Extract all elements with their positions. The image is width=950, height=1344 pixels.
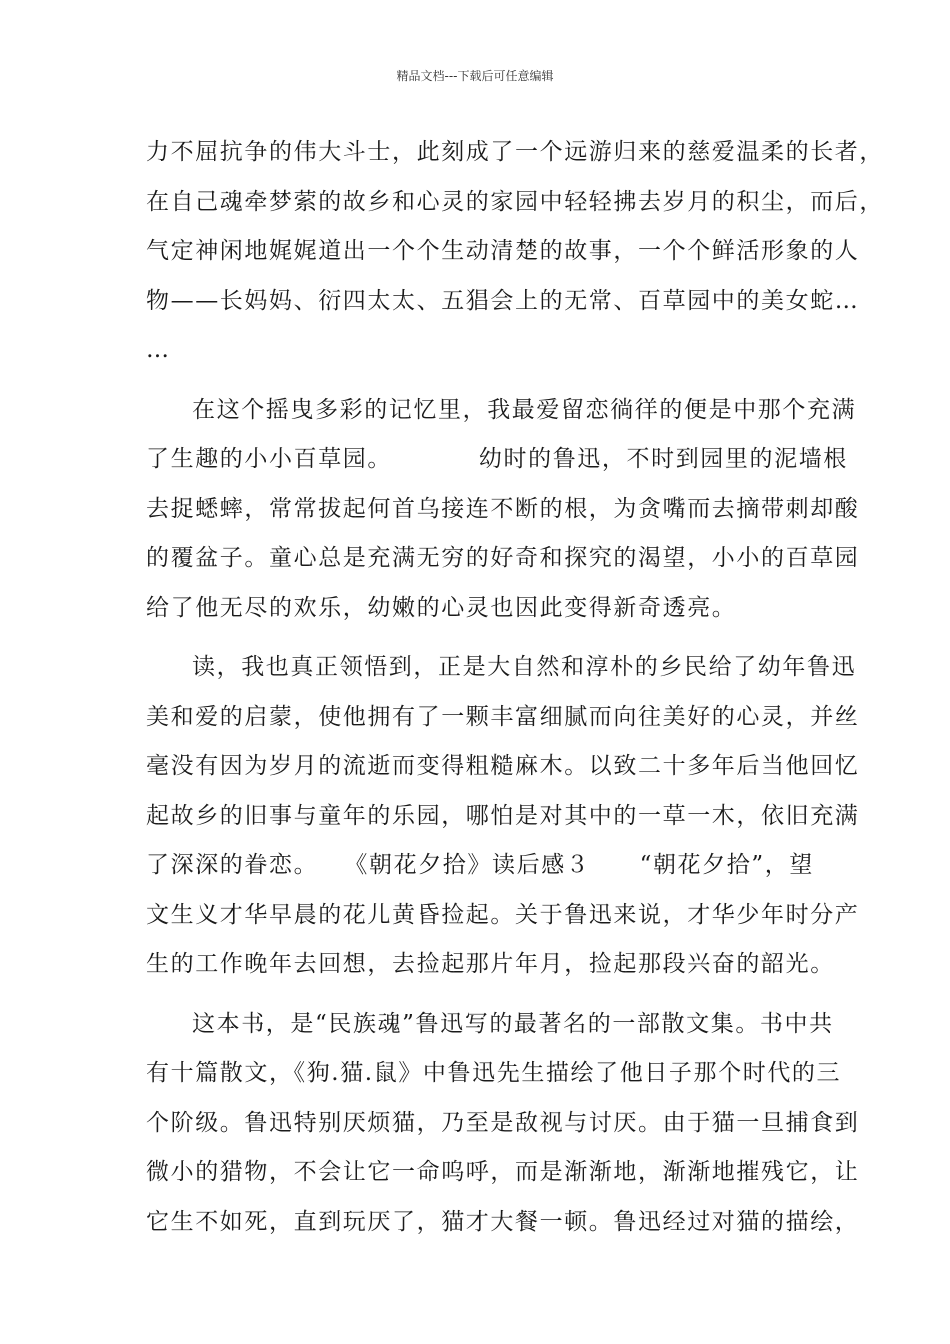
text-line: 个阶级。鲁迅特别厌烦猫，乃至是敌视与讨厌。由于猫一旦捕食到 (146, 1109, 860, 1136)
text-line: … (146, 337, 171, 363)
paragraph-3 (146, 643, 860, 990)
text-line: 给了他无尽的欢乐，幼嫩的心灵也因此变得新奇透亮。 (146, 594, 737, 621)
text-line: 的覆盆子。童心总是充满无穷的好奇和探究的渴望，小小的百草园 (146, 545, 860, 571)
text-line: 在这个摇曳多彩的记忆里，我最爱留恋徜徉的便是中那个充满 (192, 396, 857, 423)
paragraph-2 (146, 386, 860, 634)
text-line: 力不屈抗争的伟大斗士，此刻成了一个远游归来的慈爱温柔的长者， (146, 139, 884, 165)
text-line: 去捉蟋蟀，常常拔起何首乌接连不断的根，为贪嘴而去摘带刺却酸 (146, 495, 860, 522)
document-body (146, 128, 884, 1247)
text-line: 了生趣的小小百草园。 幼时的鲁迅，不时到园里的泥墙根 (146, 446, 848, 472)
text-line: 物——长妈妈、衍四太太、五猖会上的无常、百草园中的美女蛇… (146, 287, 860, 314)
page-header: 精品文档---下载后可任意编辑 (396, 69, 554, 83)
text-line: 微小的猎物，不会让它一命呜呼，而是渐渐地，渐渐地摧残它，让 (146, 1159, 860, 1185)
text-line: 起故乡的旧事与童年的乐园，哪怕是对其中的一草一木，依旧充满 (146, 802, 860, 829)
paragraph-4 (146, 1000, 860, 1248)
text-line: 毫没有因为岁月的流逝而变得粗糙麻木。以致二十多年后当他回忆 (146, 753, 860, 779)
text-line: 在自己魂牵梦萦的故乡和心灵的家园中轻轻拂去岁月的积尘，而后， (146, 188, 884, 215)
text-line: 文生义才华早晨的花儿黄昏捡起。关于鲁迅来说，才华少年时分产 (146, 901, 860, 928)
text-line: 生的工作晚年去回想，去捡起那片年月，捡起那段兴奋的韶光。 (146, 951, 835, 977)
paragraph-1 (146, 128, 884, 376)
text-line: 这本书，是“民族魂”鲁迅写的最著名的一部散文集。书中共 (192, 1010, 834, 1037)
text-line: 气定神闲地娓娓道出一个个生动清楚的故事，一个个鲜活形象的人 (146, 238, 860, 264)
text-line: 美和爱的启蒙，使他拥有了一颗丰富细腻而向往美好的心灵，并丝 (146, 703, 860, 730)
text-line: 它生不如死，直到玩厌了，猫才大餐一顿。鲁迅经过对猫的描绘， (146, 1208, 860, 1235)
text-line: 有十篇散文，《狗.猫.鼠》中鲁迅先生描绘了他日子那个时代的三 (146, 1060, 842, 1086)
text-line: 读，我也真正领悟到，正是大自然和淳朴的乡民给了幼年鲁迅 (192, 654, 857, 680)
text-line: 了深深的眷恋。 《朝花夕拾》读后感３ “朝花夕拾”，望 (146, 852, 814, 878)
